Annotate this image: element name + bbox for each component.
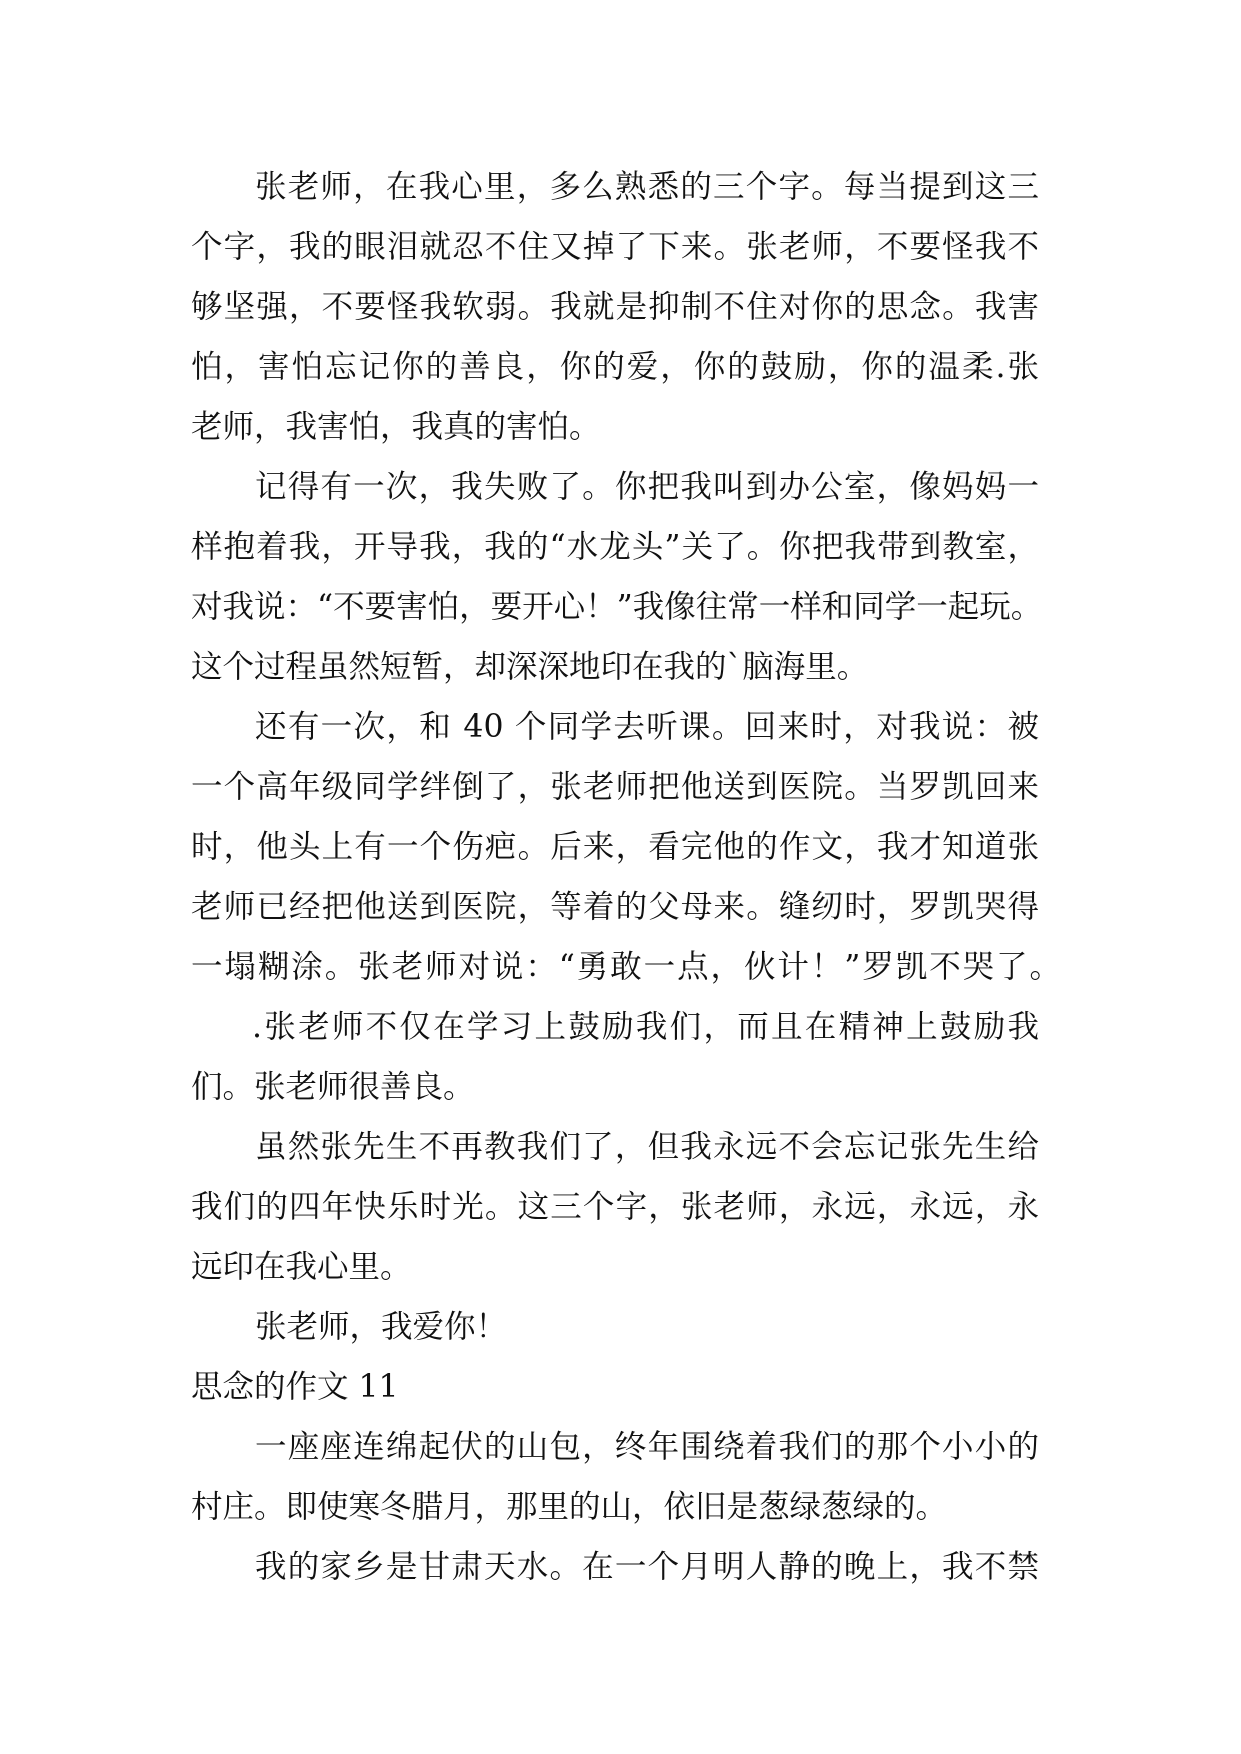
text-line: 远印在我心里。 bbox=[191, 1249, 412, 1285]
paragraph-3-line-2 bbox=[0, 757, 1241, 817]
paragraph-5-line-2 bbox=[0, 1177, 1241, 1237]
paragraph-7-line-2 bbox=[0, 1477, 1241, 1537]
text-line: 们。张老师很善良。 bbox=[191, 1069, 475, 1105]
paragraph-3-line-1 bbox=[0, 697, 1241, 757]
text-line: 虽然张先生不再教我们了，但我永远不会忘记张先生给 bbox=[255, 1129, 1039, 1165]
heading-text: 思念的作文 11 bbox=[191, 1369, 399, 1405]
paragraph-3-line-3 bbox=[0, 817, 1241, 877]
text-line: 个字，我的眼泪就忍不住又掉了下来。张老师，不要怪我不 bbox=[191, 229, 1039, 265]
text-line: 对我说：“不要害怕，要开心！”我像往常一样和同学一起玩。 bbox=[191, 589, 1043, 625]
paragraph-4-line-1 bbox=[0, 997, 1241, 1057]
text-line: 时，他头上有一个伤疤。后来，看完他的作文，我才知道张 bbox=[191, 829, 1039, 865]
text-line: 怕，害怕忘记你的善良，你的爱，你的鼓励，你的温柔.张 bbox=[191, 349, 1039, 385]
paragraph-1-line-4 bbox=[0, 337, 1241, 397]
paragraph-2-line-1 bbox=[0, 457, 1241, 517]
text-line: 我的家乡是甘肃天水。在一个月明人静的晚上，我不禁 bbox=[255, 1549, 1039, 1585]
section-heading bbox=[0, 1357, 1241, 1417]
text-line: 张老师，我爱你！ bbox=[255, 1309, 508, 1345]
text-line: 老师，我害怕，我真的害怕。 bbox=[191, 409, 601, 445]
text-line: 记得有一次，我失败了。你把我叫到办公室，像妈妈一 bbox=[255, 469, 1039, 505]
paragraph-1-line-3 bbox=[0, 277, 1241, 337]
paragraph-2-line-4 bbox=[0, 637, 1241, 697]
paragraph-2-line-2 bbox=[0, 517, 1241, 577]
text-line: 我们的四年快乐时光。这三个字，张老师，永远，永远，永 bbox=[191, 1189, 1039, 1225]
text-line: 够坚强，不要怪我软弱。我就是抑制不住对你的思念。我害 bbox=[191, 289, 1039, 325]
text-line: 一座座连绵起伏的山包，终年围绕着我们的那个小小的 bbox=[255, 1429, 1039, 1465]
text-line: 一个高年级同学绊倒了，张老师把他送到医院。当罗凯回来 bbox=[191, 769, 1039, 805]
paragraph-3-line-4 bbox=[0, 877, 1241, 937]
paragraph-3-line-5 bbox=[0, 937, 1241, 997]
text-line: 样抱着我，开导我，我的“水龙头”关了。你把我带到教室， bbox=[191, 529, 1039, 565]
paragraph-5-line-1 bbox=[0, 1117, 1241, 1177]
paragraph-4-line-2 bbox=[0, 1057, 1241, 1117]
paragraph-1-line-2 bbox=[0, 217, 1241, 277]
text-line: 还有一次，和 40 个同学去听课。回来时，对我说：被 bbox=[255, 709, 1039, 745]
text-line: 一塌糊涂。张老师对说：“勇敢一点，伙计！”罗凯不哭了。 bbox=[191, 949, 1061, 985]
paragraph-6-line-1 bbox=[0, 1297, 1241, 1357]
paragraph-8-line-1 bbox=[0, 1537, 1241, 1597]
paragraph-7-line-1 bbox=[0, 1417, 1241, 1477]
paragraph-1-line-5 bbox=[0, 397, 1241, 457]
paragraph-2-line-3 bbox=[0, 577, 1241, 637]
paragraph-1-line-1 bbox=[0, 157, 1241, 217]
text-line: .张老师不仅在学习上鼓励我们，而且在精神上鼓励我 bbox=[252, 1009, 1039, 1045]
text-line: 张老师，在我心里，多么熟悉的三个字。每当提到这三 bbox=[255, 169, 1039, 205]
text-line: 这个过程虽然短暂，却深深地印在我的`脑海里。 bbox=[191, 649, 869, 685]
text-line: 老师已经把他送到医院，等着的父母来。缝纫时，罗凯哭得 bbox=[191, 889, 1039, 925]
paragraph-5-line-3 bbox=[0, 1237, 1241, 1297]
text-line: 村庄。即使寒冬腊月，那里的山，依旧是葱绿葱绿的。 bbox=[191, 1489, 948, 1525]
